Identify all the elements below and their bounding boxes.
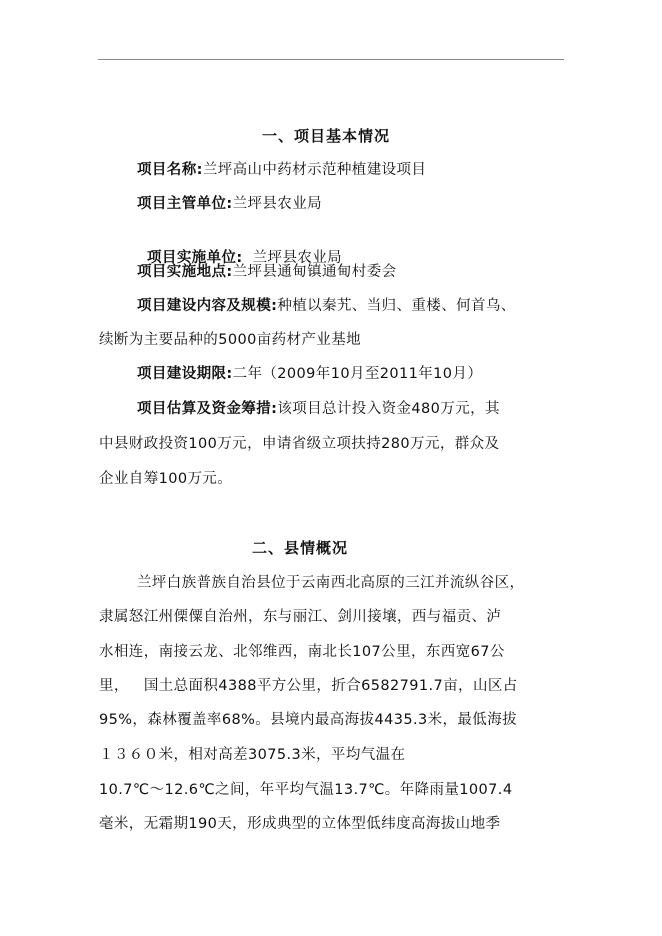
period-line bbox=[137, 364, 482, 384]
county-line-6: １３６０米，相对高差3075.3米，平均气温在 bbox=[99, 747, 406, 763]
county-line-3: 水相连，南接云龙、北邻维西，南北长107公里，东西宽67公 bbox=[99, 644, 505, 660]
location-label: 项目实施地点: bbox=[137, 264, 233, 280]
scale-value-1: 种植以秦艽、当归、重楼、何首乌、 bbox=[277, 298, 516, 314]
scale-label: 项目建设内容及规模: bbox=[137, 298, 278, 314]
implementer-label: 项目实施单位: bbox=[147, 250, 243, 266]
funding-line-2: 中县财政投资100万元，申请省级立项扶持280万元，群众及 bbox=[99, 436, 500, 452]
county-line-5: 95%，森林覆盖率68%。县境内最高海拔4435.3米，最低海拔 bbox=[99, 712, 517, 728]
period-value: 二年（2009年10月至2011年10月） bbox=[232, 366, 483, 382]
county-line-4: 里， 国土总面积4388平方公里，折合6582791.7亩，山区占 bbox=[99, 678, 518, 694]
county-line-1: 兰坪白族普族自治县位于云南西北高原的三江并流纵谷区， bbox=[137, 575, 525, 591]
supervisor-line bbox=[137, 194, 322, 214]
implementer-value: 兰坪县农业局 bbox=[242, 250, 343, 266]
header-rule bbox=[98, 59, 564, 60]
project-name-label: 项目名称: bbox=[137, 162, 203, 178]
funding-line-3: 企业自筹100万元。 bbox=[99, 471, 233, 487]
supervisor-label: 项目主管单位: bbox=[137, 196, 233, 212]
funding-label: 项目估算及资金筹措: bbox=[137, 401, 278, 417]
funding-value-1: 该项目总计投入资金480万元，其 bbox=[277, 401, 500, 417]
section1-heading: 一、项目基本情况 bbox=[262, 127, 391, 145]
county-line-8: 毫米，无霜期190天，形成典型的立体型低纬度高海拔山地季 bbox=[99, 816, 501, 832]
supervisor-value: 兰坪县农业局 bbox=[232, 196, 323, 212]
funding-line-1 bbox=[137, 399, 500, 419]
county-line-7: 10.7℃～12.6℃之间，年平均气温13.7℃。年降雨量1007.4 bbox=[99, 782, 513, 798]
period-label: 项目建设期限: bbox=[137, 366, 233, 382]
county-line-2: 隶属怒江州傈僳自治州，东与丽江、剑川接壤，西与福贡、泸 bbox=[99, 609, 502, 625]
section2-heading: 二、县情概况 bbox=[252, 539, 349, 557]
project-name-value: 兰坪高山中药材示范种植建设项目 bbox=[202, 162, 427, 178]
location-line bbox=[137, 262, 397, 282]
scale-line-2: 续断为主要品种的5000亩药材产业基地 bbox=[99, 332, 361, 348]
scale-line-1 bbox=[137, 296, 516, 316]
project-name-line bbox=[137, 160, 426, 180]
location-value: 兰坪县通甸镇通甸村委会 bbox=[232, 264, 397, 280]
